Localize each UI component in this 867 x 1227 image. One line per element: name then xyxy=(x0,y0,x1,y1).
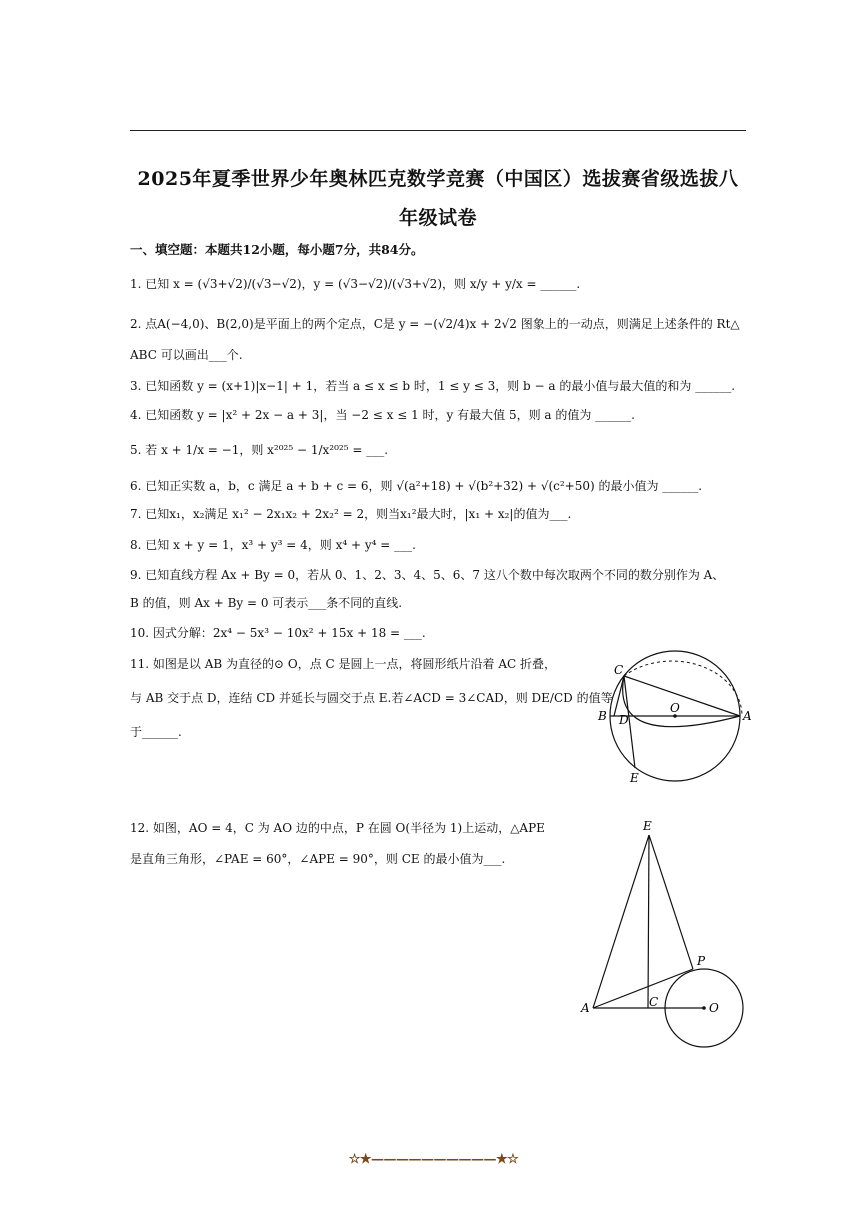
question-9-line-1: 9. 已知直线方程 Ax + By = 0，若从 0、1、2、3、4、5、6、7 这八个数中每次取两个不同的数分别作为 A、 xyxy=(130,568,725,582)
chord-ac xyxy=(624,676,740,716)
segment-ce xyxy=(648,835,649,1008)
question-3: 3. 已知函数 y = (x+1)|x−1| + 1，若当 a ≤ x ≤ b 时，1 ≤ y ≤ 3，则 b − a 的最小值与最大值的和为 ______. xyxy=(130,379,736,393)
folded-arc-dashed xyxy=(624,661,742,716)
segment-ep xyxy=(649,835,693,969)
question-10: 10. 因式分解：2x⁴ − 5x³ − 10x² + 15x + 18 = ___. xyxy=(130,626,426,640)
label-e: E xyxy=(630,771,639,785)
question-4: 4. 已知函数 y = |x² + 2x − a + 3|，当 −2 ≤ x ≤ 1 时，y 有最大值 5，则 a 的值为 ______. xyxy=(130,408,635,422)
center-dot xyxy=(702,1006,706,1010)
question-12-line-2: 是直角三角形，∠PAE = 60°，∠APE = 90°，则 CE 的最小值为___. xyxy=(130,852,506,866)
page-footer-decoration: ☆★——————————★☆ xyxy=(348,1152,519,1167)
label-c: C xyxy=(614,663,624,677)
label-c: C xyxy=(649,995,659,1009)
header-rule xyxy=(130,130,746,131)
label-e: E xyxy=(643,819,652,833)
exam-title-line-1: 2025年夏季世界少年奥林匹克数学竞赛（中国区）选拔赛省级选拔八 xyxy=(137,168,739,190)
folded-arc xyxy=(623,676,740,727)
question-2-line-2: ABC 可以画出___个. xyxy=(130,348,243,362)
question-8: 8. 已知 x + y = 1，x³ + y³ = 4，则 x⁴ + y⁴ = ___. xyxy=(130,538,416,552)
label-o: O xyxy=(670,701,680,715)
question-11-line-1: 11. 如图是以 AB 为直径的⊙ O，点 C 是圆上一点，将圆形纸片沿着 AC 折叠， xyxy=(130,657,557,671)
question-7: 7. 已知x₁，x₂满足 x₁² − 2x₁x₂ + 2x₂² = 2，则当x₁²最大时，|x₁ + x₂|的值为___. xyxy=(130,507,572,521)
question-12-line-1: 12. 如图，AO = 4，C 为 AO 边的中点，P 在圆 O(半径为 1)上运动，△APE xyxy=(130,821,545,835)
label-p: P xyxy=(697,954,706,968)
label-a: A xyxy=(743,709,752,723)
segment-ap xyxy=(593,969,693,1008)
question-6: 6. 已知正实数 a，b，c 满足 a + b + c = 6，则 √(a²+18) + √(b²+32) + √(c²+50) 的最小值为 ______. xyxy=(130,479,703,493)
label-o: O xyxy=(709,1001,719,1015)
question-9-line-2: B 的值，则 Ax + By = 0 可表示___条不同的直线. xyxy=(130,596,403,610)
question-11-line-2: 与 AB 交于点 D，连结 CD 并延长与圆交于点 E.若∠ACD = 3∠CAD，则 DE/CD 的值等 xyxy=(130,691,613,705)
question-1: 1. 已知 x = (√3+√2)/(√3−√2)，y = (√3−√2)/(√3+√2)，则 x/y + y/x = ______. xyxy=(130,277,581,291)
section-header: 一、填空题：本题共12小题，每小题7分，共84分。 xyxy=(130,242,424,257)
figure-q12-triangle xyxy=(575,815,755,1055)
question-11-line-3: 于______. xyxy=(130,725,182,739)
label-d: D xyxy=(619,713,629,727)
question-5: 5. 若 x + 1/x = −1，则 x²⁰²⁵ − 1/x²⁰²⁵ = ___. xyxy=(130,443,389,457)
label-a: A xyxy=(581,1001,590,1015)
segment-ae xyxy=(593,835,649,1008)
figure-q11-circle xyxy=(590,650,760,790)
exam-title-line-2: 年级试卷 xyxy=(398,207,477,229)
label-b: B xyxy=(598,709,607,723)
question-2-line-1: 2. 点A(−4,0)、B(2,0)是平面上的两个定点，C是 y = −(√2/4)x + 2√2 图象上的一动点，则满足上述条件的 Rt△ xyxy=(130,317,740,331)
